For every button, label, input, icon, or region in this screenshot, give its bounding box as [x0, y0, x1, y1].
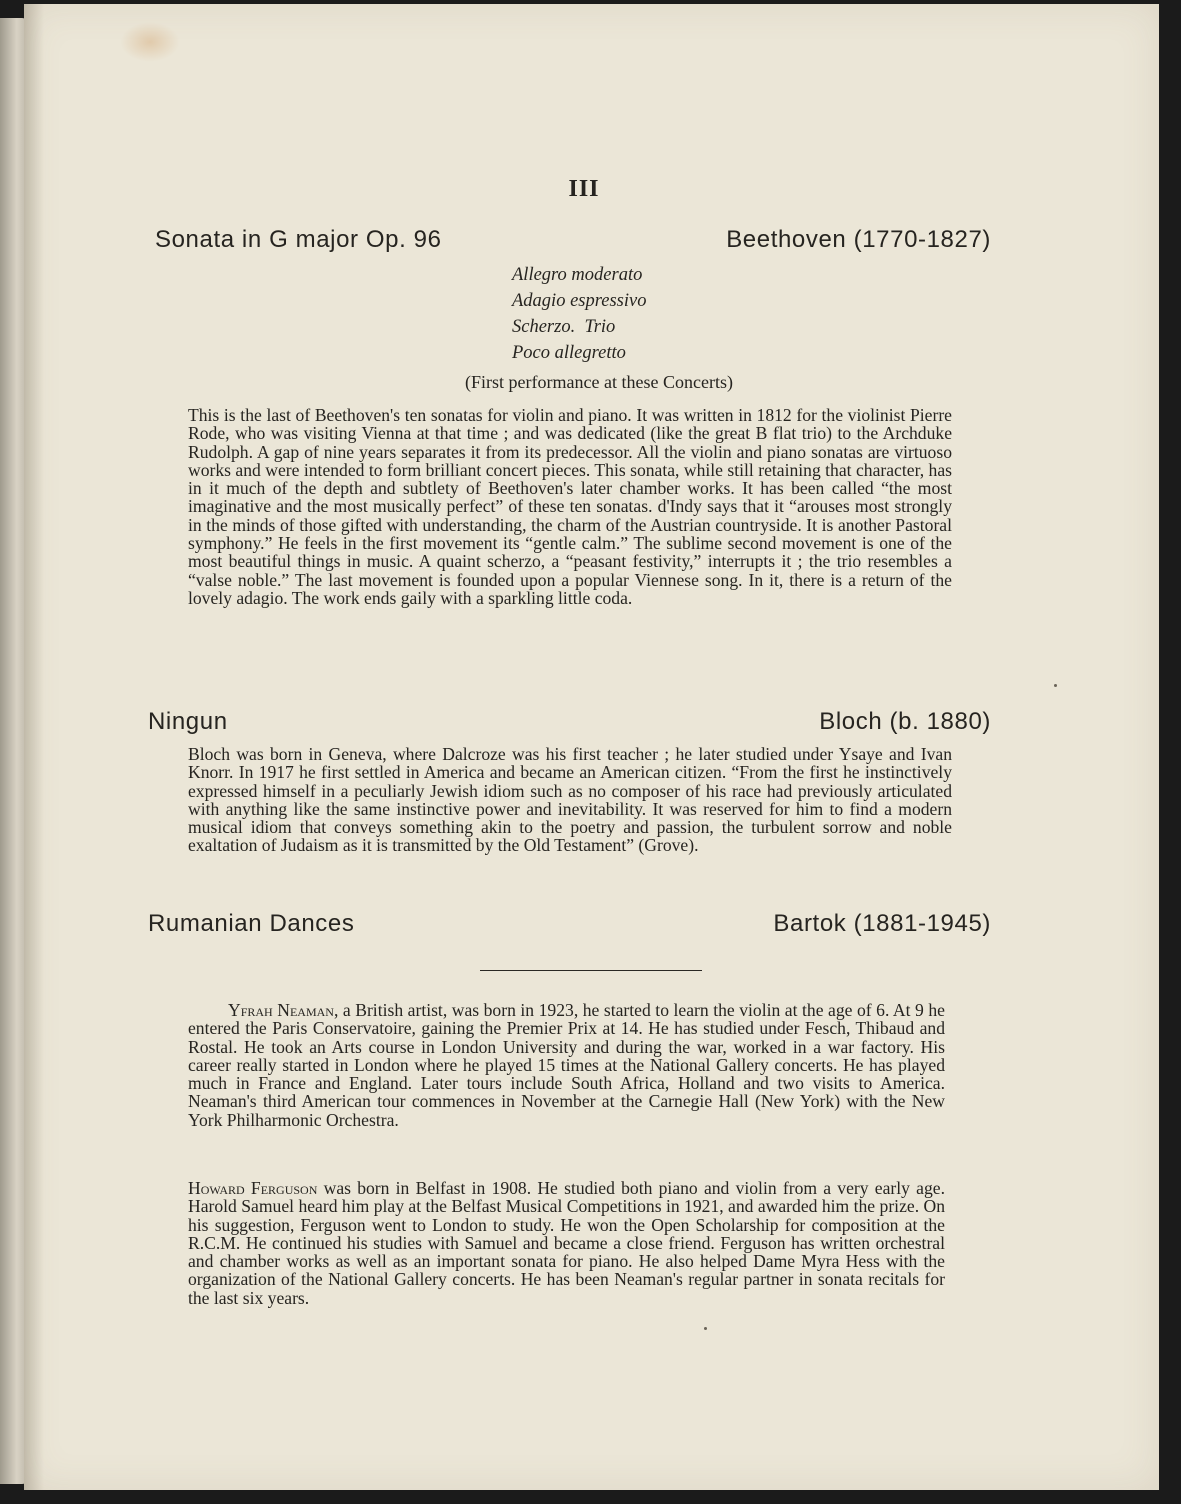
- biography-name: Yfrah Neaman: [228, 1000, 334, 1020]
- biography-ferguson: [188, 1179, 945, 1307]
- biography-text: was born in Belfast in 1908. He studied both piano and violin from a very early age. Harold Samuel heard him play at the Belfast Musical Competitions in 1921, and awarded him the prize. On his suggestion, Ferguson went to London to study. He won the Open Scholarship for composition at the R.C.M. He continued his studies with Samuel and became a close friend. Ferguson has written orchestral and chamber works as well as an important sonata for piano. He also helped Dame Myra Hess with the organization of the National Gallery concerts. He has been Neaman's regular partner in sonata recitals for the last six years.: [188, 1178, 945, 1308]
- work-composer-bloch: Bloch (b. 1880): [819, 708, 991, 735]
- section-divider: [480, 970, 702, 971]
- programme-note-bloch: Bloch was born in Geneva, where Dalcroze was his first teacher ; he later studied under Ysaye and Ivan Knorr. In 1917 he first settled in America and became an American citizen. “From the first he instinctively expressed himself in a peculiarly Jewish idiom such as no composer of his race had previously articulated with anything like the same instinctive power and inevitability. It was reserved for him to find a modern musical idiom that conveys something akin to the poetry and passion, the turbulent sorrow and noble exaltation of Judaism as it is transmitted by the Old Testament” (Grove).: [188, 744, 952, 856]
- movement-list: [512, 262, 646, 366]
- work-title-ningun: Ningun: [148, 708, 228, 735]
- biography-neaman: [188, 1001, 945, 1129]
- biography-text: , a British artist, was born in 1923, he started to learn the violin at the age of 6. At 9 he entered the Paris Conservatoire, gaining the Premier Prix at 14. He has studied under Fesch, Thibaud and Rostal. He took an Arts course in London University and during the war, worked in a war factory. His career really started in London where he played 15 times at the National Gallery concerts. He has played much in France and England. Later tours include South Africa, Holland and two visits to America. Neaman's third American tour commences in November at the Carnegie Hall (New York) with the New York Philharmonic Orchestra.: [188, 1000, 945, 1130]
- performance-note: (First performance at these Concerts): [465, 372, 733, 392]
- movement-item: Adagio espressivo: [512, 291, 647, 311]
- work-title-beethoven-sonata: Sonata in G major Op. 96: [155, 226, 442, 253]
- work-composer-beethoven: Beethoven (1770-1827): [726, 226, 991, 253]
- programme-page: [24, 4, 1159, 1490]
- movement-item: Scherzo. Trio: [512, 317, 616, 337]
- paper-stain: [120, 22, 180, 62]
- work-title-rumanian-dances: Rumanian Dances: [148, 910, 355, 937]
- movement-item: Poco allegretto: [512, 343, 626, 363]
- biography-name: Howard Ferguson: [188, 1178, 318, 1198]
- section-numeral: III: [568, 176, 600, 202]
- movement-item: Allegro moderato: [512, 265, 643, 285]
- spine-shadow: [24, 4, 44, 1490]
- programme-note-beethoven: This is the last of Beethoven's ten sonatas for violin and piano. It was written in 1812 for the violinist Pierre Rode, who was visiting Vienna at that time ; and was dedicated (like the great B flat trio) to the Archduke Rudolph. A gap of nine years separates it from its predecessor. All the violin and piano sonatas are virtuoso works and were intended to form brilliant concert pieces. This sonata, while still retaining that character, has in it much of the depth and subtlety of Beethoven's later chamber works. It has been called “the most imaginative and the most musically perfect” of these ten sonatas. d'Indy says that it “arouses most strongly in the minds of those gifted with understanding, the charm of the Austrian countryside. It is another Pastoral symphony.” He feels in the first movement its “gentle calm.” The sublime second movement is one of the most beautiful things in music. A quaint scherzo, a “peasant festivity,” interrupts it ; the trio resembles a “valse noble.” The last movement is founded upon a popular Viennese song. In it, there is a return of the lovely adagio. The work ends gaily with a sparkling little coda.: [188, 405, 952, 608]
- paper-speck: [704, 1327, 707, 1330]
- work-composer-bartok: Bartok (1881-1945): [773, 910, 991, 937]
- paper-speck: [1054, 684, 1057, 687]
